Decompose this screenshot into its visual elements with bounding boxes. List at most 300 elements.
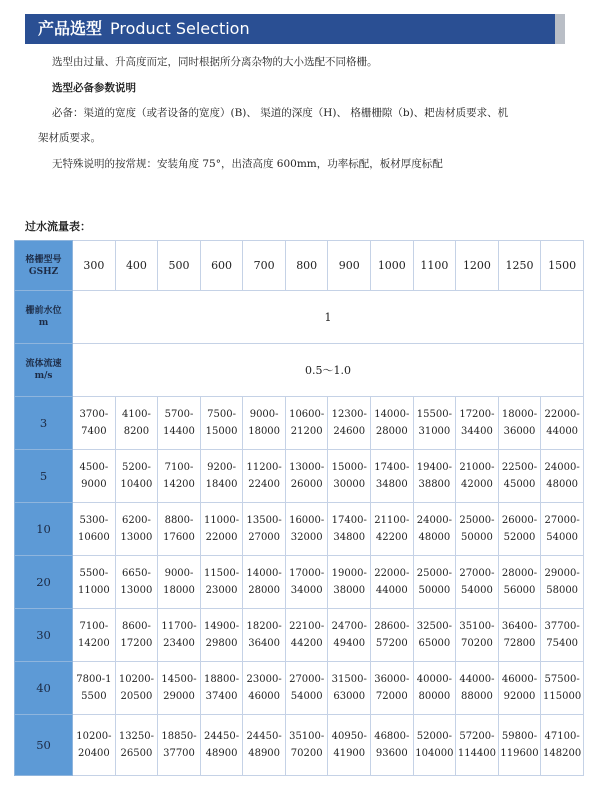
flow-cell <box>158 556 201 609</box>
flow-cell <box>413 450 456 503</box>
flow-cell-min: 40950- <box>331 731 367 742</box>
flow-cell-max: 80000 <box>418 691 451 702</box>
flow-cell <box>413 503 456 556</box>
flow-cell-max: 56000 <box>503 585 536 596</box>
model-cell: 300 <box>73 241 116 291</box>
flow-cell <box>243 503 286 556</box>
flow-cell <box>158 662 201 715</box>
flow-cell <box>371 450 414 503</box>
gap-row <box>15 503 584 556</box>
flow-cell-max: 10600 <box>77 532 110 543</box>
flow-cell <box>115 662 158 715</box>
flow-cell-min: 8800- <box>164 515 194 526</box>
flow-cell <box>73 662 116 715</box>
flow-cell-max: 13000 <box>120 532 153 543</box>
flow-cell-max: 54000 <box>461 585 493 596</box>
gap-row <box>15 556 584 609</box>
flow-cell-min: 8600- <box>122 621 151 632</box>
flow-cell <box>371 662 414 715</box>
gap-row <box>15 397 584 450</box>
flow-cell-max: 119600 <box>500 748 539 759</box>
flow-cell <box>158 397 201 450</box>
model-cell: 400 <box>115 241 158 291</box>
flow-cell <box>73 556 116 609</box>
flow-cell-min: 17400- <box>374 462 410 473</box>
flow-cell-min: 27000- <box>289 674 325 685</box>
flow-cell-min: 9200- <box>207 462 236 473</box>
model-cell: 1100 <box>413 241 456 291</box>
gap-cell: 30 <box>15 609 73 662</box>
flow-cell <box>498 450 541 503</box>
flow-cell-max: 32000 <box>290 532 323 543</box>
gap-cell: 3 <box>15 397 73 450</box>
flow-cell <box>456 397 499 450</box>
flow-cell <box>243 715 286 776</box>
flow-speed-row <box>15 344 584 397</box>
flow-cell <box>115 503 158 556</box>
flow-cell <box>285 556 328 609</box>
flow-cell-max: 14200 <box>77 638 110 649</box>
flow-cell <box>328 397 371 450</box>
flow-speed-value: 0.5～1.0 <box>73 344 584 397</box>
flow-cell <box>328 503 371 556</box>
model-label: 格栅型号 <box>25 254 62 265</box>
flow-cell-min: 24000- <box>416 515 452 526</box>
water-level-value: 1 <box>73 291 584 344</box>
flow-cell <box>200 556 243 609</box>
flow-cell-min: 16000- <box>289 515 325 526</box>
flow-cell-min: 28600- <box>374 621 410 632</box>
flow-cell-max: 72000 <box>375 691 408 702</box>
flow-cell-max: 18000 <box>163 585 195 596</box>
flow-cell-min: 5700- <box>164 409 194 420</box>
flow-cell-max: 34000 <box>290 585 323 596</box>
flow-cell-min: 11500- <box>203 568 240 579</box>
model-cell: 600 <box>200 241 243 291</box>
gap-row <box>15 662 584 715</box>
flow-cell <box>200 397 243 450</box>
flow-cell-max: 49400 <box>333 638 366 649</box>
flow-cell <box>73 715 116 776</box>
flow-cell-min: 11700- <box>161 621 197 632</box>
model-cell: 800 <box>285 241 328 291</box>
flow-cell-min: 18800- <box>203 674 240 685</box>
flow-cell <box>115 397 158 450</box>
flow-cell-min: 14000- <box>246 568 282 579</box>
flow-cell <box>541 450 584 503</box>
flow-cell-max: 18400 <box>205 479 238 490</box>
gap-row <box>15 715 584 776</box>
model-cell: 500 <box>158 241 201 291</box>
flow-cell <box>158 715 201 776</box>
gap-cell: 20 <box>15 556 73 609</box>
model-row <box>15 241 584 291</box>
flow-cell <box>541 715 584 776</box>
flow-cell <box>285 662 328 715</box>
flow-cell-max: 65000 <box>418 638 451 649</box>
flow-cell <box>243 662 286 715</box>
flow-cell-min: 9000- <box>164 568 194 579</box>
water-level-unit: m <box>38 318 49 328</box>
flow-cell <box>285 609 328 662</box>
intro-subheading: 选型必备参数说明 <box>52 82 136 94</box>
flow-cell <box>285 397 328 450</box>
flow-cell-max: 36000 <box>503 426 536 437</box>
flow-cell-min: 24700- <box>331 621 367 632</box>
flow-cell-min: 6650- <box>122 568 151 579</box>
flow-cell-max: 42000 <box>461 479 493 490</box>
flow-cell-min: 57200- <box>459 731 495 742</box>
flow-cell-min: 31500- <box>331 674 367 685</box>
flow-cell-max: 17600 <box>163 532 195 543</box>
flow-cell-max: 8200 <box>123 426 150 437</box>
flow-cell-min: 26000- <box>501 515 538 526</box>
section-title-cn: 产品选型 <box>38 19 103 38</box>
flow-cell-max: 13000 <box>120 585 153 596</box>
flow-cell-max: 23000 <box>205 585 238 596</box>
flow-cell-min: 17000- <box>289 568 325 579</box>
flow-cell-min: 22000- <box>544 409 580 420</box>
flow-cell-max: 48000 <box>418 532 451 543</box>
flow-cell-max: 115000 <box>543 691 582 702</box>
flow-cell-min: 5500- <box>79 568 109 579</box>
flow-cell-max: 29000 <box>163 691 195 702</box>
flow-cell-max: 50000 <box>461 532 493 543</box>
flow-cell-min: 11200- <box>246 462 282 473</box>
flow-cell <box>328 609 371 662</box>
flow-cell <box>456 662 499 715</box>
flow-cell-max: 24600 <box>333 426 366 437</box>
flow-cell <box>541 397 584 450</box>
flow-cell-max: 38800 <box>418 479 451 490</box>
flow-cell <box>456 609 499 662</box>
flow-cell-max: 23400 <box>163 638 195 649</box>
flow-cell-max: 75400 <box>546 638 579 649</box>
model-cell: 1500 <box>541 241 584 291</box>
flow-cell-max: 14200 <box>163 479 195 490</box>
flow-cell <box>328 662 371 715</box>
flow-cell <box>243 556 286 609</box>
flow-cell <box>73 609 116 662</box>
gap-cell: 50 <box>15 715 73 776</box>
flow-cell-max: 46000 <box>248 691 281 702</box>
flow-cell <box>200 450 243 503</box>
flow-cell-max: 22400 <box>248 479 281 490</box>
flow-cell-min: 15500- <box>416 409 452 420</box>
model-cell: 1200 <box>456 241 499 291</box>
flow-cell-max: 5500 <box>81 691 107 702</box>
flow-cell <box>371 715 414 776</box>
section-title <box>38 16 250 42</box>
flow-cell <box>285 503 328 556</box>
flow-cell-max: 45000 <box>503 479 536 490</box>
flow-cell-min: 14500- <box>161 674 197 685</box>
flow-cell-min: 6200- <box>122 515 151 526</box>
flow-cell <box>200 662 243 715</box>
flow-cell <box>158 503 201 556</box>
flow-cell-max: 34800 <box>333 532 366 543</box>
flow-cell-min: 24000- <box>544 462 580 473</box>
flow-cell <box>73 503 116 556</box>
flow-cell-min: 24450- <box>246 731 282 742</box>
flow-cell-max: 14400 <box>163 426 195 437</box>
flow-cell-max: 148200 <box>543 748 582 759</box>
flow-cell <box>498 609 541 662</box>
flow-cell-max: 26500 <box>120 748 153 759</box>
flow-cell-min: 46000- <box>501 674 538 685</box>
flow-cell-min: 27000- <box>459 568 495 579</box>
flow-cell-max: 37700 <box>163 748 195 759</box>
flow-cell <box>456 715 499 776</box>
flow-cell-min: 7500- <box>207 409 236 420</box>
flow-cell <box>328 450 371 503</box>
flow-cell-max: 41900 <box>333 748 366 759</box>
flow-cell-min: 19400- <box>416 462 452 473</box>
flow-cell-min: 9000- <box>249 409 279 420</box>
flow-cell <box>115 556 158 609</box>
flow-cell <box>328 715 371 776</box>
flow-cell <box>73 397 116 450</box>
flow-cell <box>413 397 456 450</box>
flow-cell-max: 34800 <box>375 479 408 490</box>
gap-row <box>15 609 584 662</box>
flow-cell-max: 29800 <box>205 638 238 649</box>
flow-cell <box>456 450 499 503</box>
gap-cell: 40 <box>15 662 73 715</box>
model-cell: 700 <box>243 241 286 291</box>
intro-line-2b: 架材质要求。 <box>38 132 101 144</box>
flow-cell-max: 31000 <box>418 426 451 437</box>
flow-cell <box>285 715 328 776</box>
flow-cell-min: 35100- <box>459 621 495 632</box>
flow-cell-min: 18000- <box>501 409 538 420</box>
flow-cell <box>371 503 414 556</box>
flow-cell-min: 11000- <box>203 515 240 526</box>
flow-cell-max: 11000 <box>77 585 110 596</box>
flow-cell-min: 13250- <box>118 731 155 742</box>
flow-rate-table <box>14 240 584 776</box>
flow-cell <box>498 715 541 776</box>
flow-cell-max: 44200 <box>290 638 323 649</box>
flow-cell <box>115 450 158 503</box>
flow-cell <box>243 609 286 662</box>
flow-cell-max: 54000 <box>546 532 579 543</box>
flow-cell-min: 22000- <box>374 568 410 579</box>
flow-cell-min: 23000- <box>246 674 282 685</box>
flow-cell <box>328 556 371 609</box>
flow-speed-unit: m/s <box>34 371 53 381</box>
flow-cell <box>73 450 116 503</box>
flow-cell-max: 37400 <box>205 691 238 702</box>
flow-cell <box>541 609 584 662</box>
flow-cell-min: 28000- <box>501 568 538 579</box>
flow-cell-max: 104000 <box>415 748 454 759</box>
model-cell: 1000 <box>371 241 414 291</box>
flow-cell-max: 10400 <box>120 479 153 490</box>
water-level-row <box>15 291 584 344</box>
water-level-label: 栅前水位 <box>25 306 62 316</box>
gap-cell: 10 <box>15 503 73 556</box>
flow-speed-label: 流体流速 <box>25 359 62 369</box>
flow-cell-max: 57200 <box>375 638 408 649</box>
flow-cell-max: 20400 <box>77 748 110 759</box>
flow-cell-max: 44000 <box>375 585 408 596</box>
flow-cell-min: 22100- <box>289 621 325 632</box>
flow-cell-min: 44000- <box>459 674 495 685</box>
flow-cell-min: 27000- <box>544 515 580 526</box>
flow-cell-min: 21100- <box>374 515 410 526</box>
flow-cell <box>200 715 243 776</box>
flow-cell-max: 70200 <box>290 748 323 759</box>
flow-cell-min: 46800- <box>374 731 410 742</box>
flow-cell-min: 24450- <box>203 731 240 742</box>
flow-cell-min: 40000- <box>416 674 452 685</box>
flow-cell-max: 88000 <box>461 691 493 702</box>
flow-cell-max: 28000 <box>248 585 281 596</box>
flow-cell <box>371 397 414 450</box>
flow-cell-min: 12300- <box>331 409 367 420</box>
flow-cell-max: 30000 <box>333 479 366 490</box>
flow-cell <box>158 450 201 503</box>
flow-cell-max: 72800 <box>503 638 536 649</box>
flow-cell <box>413 715 456 776</box>
flow-cell-min: 7100- <box>164 462 194 473</box>
flow-cell <box>115 715 158 776</box>
flow-cell-min: 5200- <box>122 462 151 473</box>
flow-cell-max: 93600 <box>375 748 408 759</box>
flow-cell <box>498 556 541 609</box>
flow-cell-min: 10600- <box>289 409 325 420</box>
flow-cell <box>115 609 158 662</box>
flow-cell <box>498 662 541 715</box>
flow-cell-max: 58000 <box>546 585 579 596</box>
water-level-label-cell <box>15 291 73 344</box>
flow-cell <box>541 503 584 556</box>
flow-cell <box>243 397 286 450</box>
flow-cell-min: 29000- <box>544 568 580 579</box>
flow-cell-max: 48900 <box>205 748 238 759</box>
flow-cell-max: 27000 <box>248 532 281 543</box>
flow-cell-min: 3700- <box>79 409 109 420</box>
flow-cell <box>371 609 414 662</box>
flow-cell-max: 38000 <box>333 585 366 596</box>
flow-speed-label-cell <box>15 344 73 397</box>
flow-cell-max: 114400 <box>457 748 497 759</box>
intro-line-2: 必备：渠道的宽度（或者设备的宽度）(B)、 渠道的深度（H)、 格栅栅隙（b)、耙齿材质要求、机 <box>52 107 509 119</box>
flow-cell <box>243 450 286 503</box>
flow-cell-min: 57500- <box>544 674 580 685</box>
flow-cell-min: 35100- <box>289 731 325 742</box>
flow-cell-min: 4500- <box>79 462 109 473</box>
flow-cell-min: 10200- <box>76 731 112 742</box>
flow-cell-max: 50000 <box>418 585 451 596</box>
flow-cell-min: 25000- <box>416 568 452 579</box>
flow-cell <box>456 503 499 556</box>
flow-cell <box>200 609 243 662</box>
flow-cell-max: 20500 <box>120 691 153 702</box>
model-cell: 900 <box>328 241 371 291</box>
flow-cell <box>498 397 541 450</box>
flow-cell-max: 28000 <box>375 426 408 437</box>
flow-cell-max: 15000 <box>205 426 238 437</box>
gap-row <box>15 450 584 503</box>
intro-line-1: 选型由过量、升高度而定，同时根据所分离杂物的大小选配不同格栅。 <box>52 56 378 68</box>
flow-cell <box>541 556 584 609</box>
flow-cell-min: 22500- <box>501 462 538 473</box>
flow-cell-max: 22000 <box>205 532 238 543</box>
flow-cell-max: 17200 <box>120 638 153 649</box>
flow-cell-min: 7800-1 <box>76 674 112 685</box>
flow-cell-min: 17400- <box>331 515 367 526</box>
flow-cell <box>413 556 456 609</box>
model-cell: 1250 <box>498 241 541 291</box>
flow-cell-min: 18850- <box>161 731 197 742</box>
flow-cell-min: 18200- <box>246 621 282 632</box>
flow-cell <box>498 503 541 556</box>
flow-cell-max: 54000 <box>290 691 323 702</box>
flow-cell <box>413 609 456 662</box>
flow-cell <box>371 556 414 609</box>
flow-cell-max: 44000 <box>546 426 579 437</box>
flow-cell-min: 5300- <box>79 515 109 526</box>
flow-cell-max: 92000 <box>503 691 536 702</box>
flow-cell <box>200 503 243 556</box>
model-label-cell <box>15 241 73 291</box>
flow-cell-min: 15000- <box>331 462 367 473</box>
flow-cell-min: 59800- <box>501 731 538 742</box>
header-accent-strip <box>555 14 565 44</box>
flow-cell-max: 52000 <box>503 532 536 543</box>
flow-cell-min: 13500- <box>246 515 282 526</box>
flow-cell-max: 70200 <box>461 638 493 649</box>
flow-cell-max: 9000 <box>81 479 107 490</box>
flow-cell-min: 21000- <box>459 462 495 473</box>
flow-cell-min: 36000- <box>374 674 410 685</box>
flow-cell-max: 42200 <box>375 532 408 543</box>
flow-cell-min: 4100- <box>122 409 151 420</box>
flow-cell-max: 7400 <box>81 426 107 437</box>
flow-cell-max: 48900 <box>248 748 281 759</box>
flow-cell-min: 25000- <box>459 515 495 526</box>
flow-cell-min: 19000- <box>331 568 367 579</box>
flow-cell <box>541 662 584 715</box>
flow-cell-max: 26000 <box>290 479 323 490</box>
flow-cell <box>285 450 328 503</box>
flow-cell-max: 48000 <box>546 479 579 490</box>
flow-cell-max: 36400 <box>248 638 281 649</box>
flow-cell-min: 52000- <box>416 731 452 742</box>
flow-cell-min: 32500- <box>416 621 452 632</box>
section-title-en: Product Selection <box>110 19 250 38</box>
flow-cell-min: 14900- <box>203 621 240 632</box>
flow-cell <box>413 662 456 715</box>
flow-cell <box>456 556 499 609</box>
flow-cell-max: 63000 <box>333 691 366 702</box>
flow-cell <box>158 609 201 662</box>
flow-cell-max: 34400 <box>461 426 493 437</box>
flow-cell-max: 21200 <box>290 426 323 437</box>
flow-cell-min: 7100- <box>79 621 109 632</box>
flow-cell-min: 13000- <box>289 462 325 473</box>
flow-cell-min: 36400- <box>501 621 538 632</box>
model-code: GSHZ <box>28 266 59 277</box>
flow-cell-min: 10200- <box>118 674 155 685</box>
gap-cell: 5 <box>15 450 73 503</box>
flow-cell-min: 47100- <box>544 731 580 742</box>
table-title: 过水流量表： <box>25 220 91 233</box>
intro-line-3: 无特殊说明的按常规：安装角度 75°，出渣高度 600mm，功率标配，板材厚度标配 <box>52 158 443 170</box>
flow-cell-min: 14000- <box>374 409 410 420</box>
